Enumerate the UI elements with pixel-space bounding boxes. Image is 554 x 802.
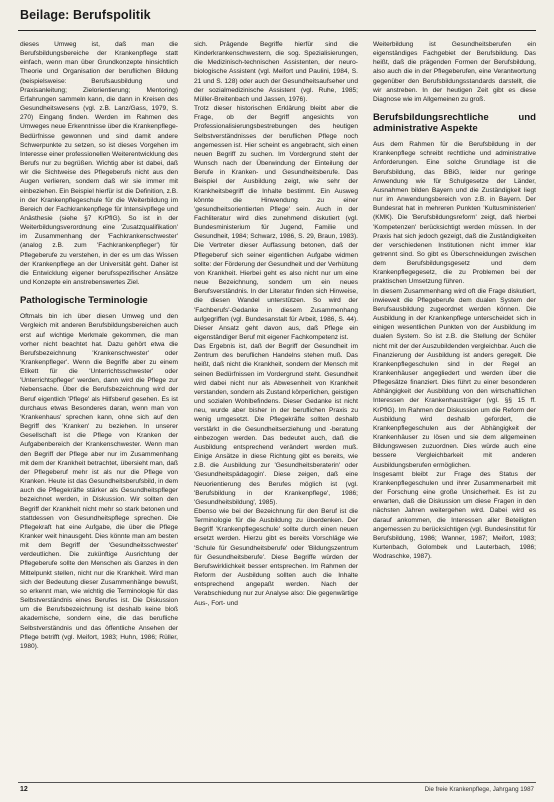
paragraph: Trotz dieser historischen Erklärung bleibt aber die Frage, ob der Begriff angesichts von Professionalisierungsbestrebungen des heutigen Selbstverständnisses der beruflichen Pflege noch angemessen ist. Hier scheint es angebracht, sich einen neuen Begriff zu suchen. Im Vordergrund steht der Wunsch nach der Überwindung der Einteilung der Berufe in Kranken- und Gesundheitsberufe. Das Beispiel der Ausbildung zeigt, wie sehr der Krankheitsbegriff die Inhalte bestimmt. Ein Ausweg könnte die Hinwendung zu einer 'gesundheitsorientierten Pflege' sein. Auch in der Fachliteratur wird dies zunehmend diskutiert (vgl. Bundesministerium für Jugend, Familie und Gesundheit, 1984; Schwarz, 1986, S. 29, Braun, 1983). Die Vertreter dieser Auffassung betonen, daß der Pflegeberuf sich seiner eigentlichen Aufgabe widmen sollte: der Förderung der Gesundheit und der Verhütung von Krankheit. Hierbei geht es also nicht nur um eine neue Bezeichnung, sondern um ein neues Berufsverständnis. In der Literatur finden sich Hinweise, die diesen Wandel unterstützen. So wird der 'Fachberufs'-Gedanke in diesem Zusammenhang aufgegriffen (vgl. Bundesanstalt für Arbeit, 1986, S. 44). Dieser Ansatz geht davon aus, daß Pflege ein eigenständiger Beruf mit eigener Fachkompetenz ist. — [194, 105, 358, 341]
page-number: 12 — [20, 786, 28, 793]
text-column-1 — [20, 40, 178, 778]
text-column-3 — [373, 40, 536, 778]
footer-rule — [18, 782, 536, 783]
header-rule — [18, 30, 536, 31]
paragraph: Oftmals bin ich über diesen Umweg und den Vergleich mit anderen Berufsbildungsbereichen auch erst auf wichtige Merkmale gekommen, die man vorher nicht beachtet hat. Dazu gehört etwa die Berufsbezeichnung 'Krankenschwester' oder 'Krankenpfleger'. Wenn die Begriffe aber zu einem Etikett für die 'Unterrichtsschwester' oder 'Unterrichtspfleger' werden, dann wird die Pflege zur Nebensache. Über die Berufsbezeichnung wird der Beruf eigentlich 'Pflege' als Hilfsberuf gesehen. Es ist durchaus etwas Besonderes daran, wenn man von 'Krankenhaus' sprechen kann, ohne sich auf den Begriff des 'Kranken' zu beziehen. In unserer Gesellschaft ist die Pflege von Kranken der Aufgabenbereich der Krankenschwester. Wenn man den Begriff der Pflege aber nur im Zusammenhang mit dem der Krankheit betrachtet, übersieht man, daß der Pflegeberuf mehr ist als nur die Pflege von Kranken. Heute ist das Gesundheitsberufsbild, in dem auch die Pflegekräfte stärker als Gesundheitspfleger bezeichnet werden, in Diskussion. Wir sollten den Begriff der Krankheit nicht mehr so stark betonen und stattdessen von Gesundheitspflege sprechen. Die Pflegekraft hat eine Aufgabe, die über die Pflege Kranker weit hinausgeht. Dies könnte man am besten mit dem Begriff der 'Gesundheitsschwester' verdeutlichen. Die zukünftige Ausrichtung der Pflegeberufe sollte den Menschen als Ganzes in den Mittelpunkt stellen, nicht nur die Krankheit. Wird man sich der Bedeutung dieser Zusammenhänge bewußt, so erkennt man, wie wichtig die Terminologie für das Selbstverständnis eines Berufes ist. Die Diskussion um die Berufsbezeichnung ist deshalb keine bloß akademische, sondern eine, die das berufliche Selbstverständnis und das öffentliche Ansehen der Pflege betrifft (vgl. Meifort, 1983; Huhn, 1986; Rüller, 1980). — [20, 313, 178, 650]
paragraph: Das Ergebnis ist, daß der Begriff der Gesundheit im Zentrum des beruflichen Handelns stehen muß. Das heißt, daß nicht die Krankheit, sondern der Mensch mit seinen Bedürfnissen im Vordergrund steht. Gesundheit wird dabei nicht nur als Abwesenheit von Krankheit verstanden, sondern als Zustand körperlichen, geistigen und sozialen Wohlbefindens. Dieser Gedanke ist nicht neu, wurde aber bisher in der beruflichen Praxis zu wenig umgesetzt. Die Pflegekräfte sollten deshalb verstärkt in die Gesundheitserziehung und -beratung einbezogen werden. Das bedeutet auch, daß die Ausbildung entsprechend verändert werden muß. Einige Ansätze in diese Richtung gibt es bereits, wie z.B. die Ausbildung zur 'Gesundheitsberaterin' oder 'Gesundheitspädagogin'. Diese zeigen, daß eine Neuorientierung des Berufes möglich ist (vgl. 'Berufsbildung in der Krankenpflege', 1986; 'Gesundheitsbildung', 1985). — [194, 343, 358, 506]
paragraph: Insgesamt bleibt zur Frage des Status der Krankenpflegeschulen und ihrer Zusammenarbeit mit der Forschung eine große Unsicherheit. Es ist zu erwarten, daß die Diskussion um diese Fragen in den nächsten Jahren weitergehen wird. Dabei wird es darauf ankommen, die Interessen aller Beteiligten angemessen zu berücksichtigen (vgl. Bundesinstitut für Berufsbildung, 1986; Wanner, 1987; Meifort, 1983; Kurtenbach, Golombek und Lauterbach, 1986; Wodraschke, 1987). — [373, 470, 536, 561]
footer-note: Die freie Krankenpflege, Jahrgang 1987 — [424, 786, 534, 793]
paragraph: In diesem Zusammenhang wird oft die Frage diskutiert, inwieweit die Pflegeberufe dem dualen System der Berufsausbildung zugeordnet werden können. Die Ausbildung in der Krankenpflege unterscheidet sich in einigen wesentlichen Punkten von der Ausbildung im dualen System. So ist z.B. die Stellung der Schüler nicht mit der der Auszubildenden vergleichbar. Auch die Finanzierung der Ausbildung ist anders geregelt. Die Krankenpflegeschulen sind in der Regel an Krankenhäuser angegliedert und werden über die Pflegesätze finanziert. Dies führt zu einer besonderen Abhängigkeit der Ausbildung von den wirtschaftlichen Interessen der Krankenhausträger (vgl. §§ 15 ff. KrPflG). Im Rahmen der Diskussion um die Reform der Ausbildung wird deshalb gefordert, die Krankenpflegeschulen aus der Abhängigkeit der Krankenhäuser zu lösen und sie dem allgemeinen Bildungswesen zuzuordnen. Dies würde auch eine bessere Vergleichbarkeit mit anderen Ausbildungsberufen ermöglichen. — [373, 287, 536, 469]
paragraph: Ebenso wie bei der Bezeichnung für den Beruf ist die Terminologie für die Ausbildung zu überdenken. Der Begriff 'Krankenpflegeschule' sollte durch einen neuen ersetzt werden. Hierzu gibt es bereits Vorschläge wie 'Schule für Gesundheitsberufe' oder 'Bildungszentrum für Gesundheitsberufe'. Diese Begriffe würden der Berufswirklichkeit besser entsprechen. Im Rahmen der Reform der Ausbildung sollten auch die Inhalte entsprechend angepaßt werden. Nach der Verabschiedung nur zur Analyse also: Die gegenwärtige Aus-, Fort- und — [194, 507, 358, 607]
section-header: Beilage: Berufspolitik — [20, 8, 151, 22]
paragraph: Weiterbildung ist Gesundheitsberufen ein eigenständiges Fachgebiet der Berufsbildung. Das heißt, daß die prägenden Formen der Berufsbildung, also auch die in der Pflegeberufen, eine Verantwortung gegenüber den Berufsbildungsstandards darstellt, die wir anstreben. In der heutigen Zeit gibt es diese Diagnose wie im Allgemeinen zu groß. — [373, 41, 536, 103]
text-column-2 — [194, 40, 358, 778]
section-heading: Berufsbildungsrechtliche und administrative Aspekte — [373, 112, 536, 135]
section-heading: Pathologische Terminologie — [20, 295, 148, 307]
paragraph: dieses Umweg ist, daß man die Berufsbildungsbereiche der Krankenpflege statt einfach, wenn man über Grundkonzepte hinsichtlich Theorie und Organisation der beruflichen Bildung (beispielsweise: Berufsausbildung und Praxisanleitung; Zielorientierung; Mentoring) Erfahrungen sammeln kann, die dann in Kreisen des Gesundheitswesens (vgl. z.B. Lanz/Gass, 1979, S. 270) Eingang finden. Werden im Rahmen des Umweges neue Erkenntnisse über die Krankenpflege-Bedürfnisse gewonnen und sind damit andere Schwerpunkte zu setzen, so ist dieses Vorgehen im Interesse einer professionellen Weiterentwicklung des Berufs nur zu begrüßen. Wichtig aber ist dabei, daß wir die Sichtweise des Pflegeberufs nicht aus den Augen verlieren, sondern daß wir sie immer mit einbeziehen. Ein Beispiel hierfür ist die Definition, z.B. in der Krankenpflegeschule für die Weiterbildung im Bereich der Fachkrankenpflege für Intensivpflege und Anästhesie (siehe §7 KrPflG). So ist in der Weiterbildungsverordnung eine 'Zusatzqualifikation' im Zusammenhang der 'Fachkrankenschwester' (analog z.B. zum 'Fachkrankenpfleger') für Pflegeberufe zu verstehen, in der es um das Wissen der Krankenpflege an der Universität geht. Daher ist die Entwicklung eigener berufsspezifischer Ansätze und Konzepte ein anstrebenswertes Ziel. — [20, 41, 178, 287]
paragraph: Aus dem Rahmen für die Berufsbildung in der Krankenpflege schreibt rechtliche und administrative Anforderungen. Eine solche Grundlage ist die Berufsbildung, das BBiG, leider nur geringe Anwendung wie für Schulgesetze der Länder, Ausnahmen bilden Bayern und die Zuständigkeit liegt nur im Anwendungsbereich von z.B. in Bayern. Der Bundesrat hat in mehreren Punkten 'Kultusministerien' (KMK). Die 'Berufsbildungsreform' zeigt, daß hierbei 'Kompetenzen' berücksichtigt werden müssen. In der Praxis hat sich jedoch gezeigt, daß die Zuständigkeiten der verschiedenen Institutionen nicht immer klar getrennt sind. So gibt es Überschneidungen zwischen dem Berufsbildungsgesetz und dem Krankenpflegegesetz, die zu Problemen bei der praktischen Umsetzung führen. — [373, 141, 536, 286]
paragraph: sich. Prägende Begriffe hierfür sind die Kinderkrankenschwestern, die sog. Spezialisierungen, die Medizinisch-technischen Assistenten, der neuro-biologische Assistent (vgl. Meifort und Paulini, 1984, S. 21 und S. 128) oder auch der Gesundheitsaufseher und der sozialmedizinische Assistent (vgl. Ruhe, 1985; Müller-Breitenbach und Jassen, 1976). — [194, 41, 358, 103]
